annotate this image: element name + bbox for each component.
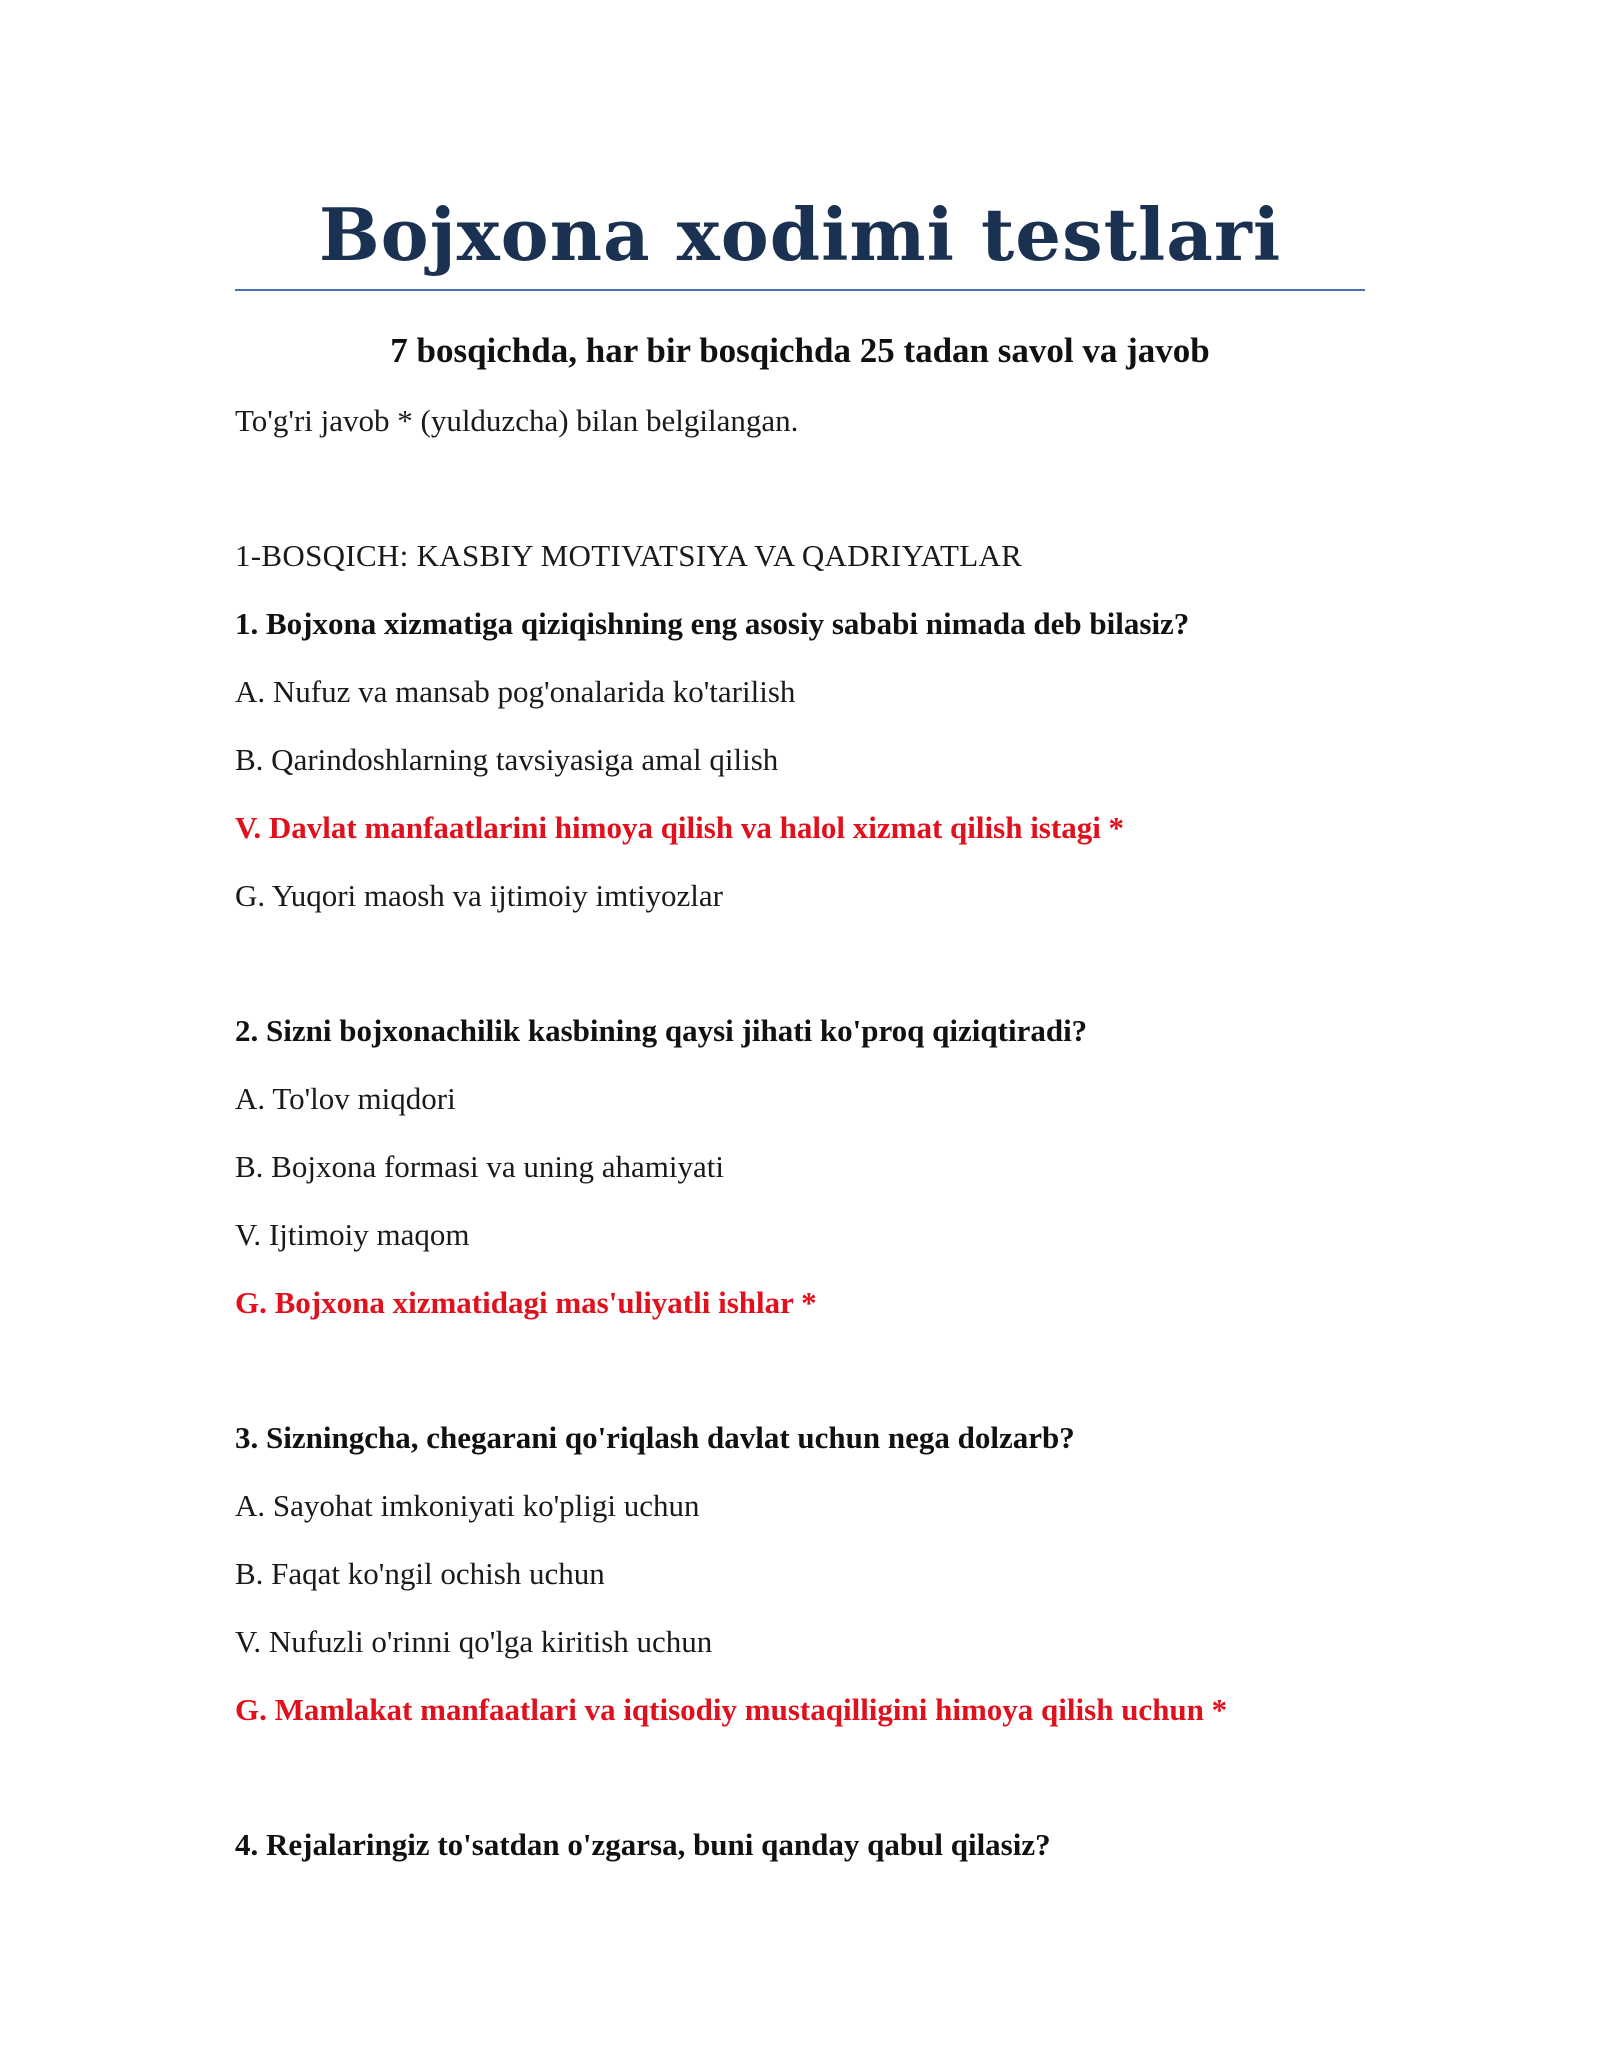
question-2-option-b: B. Bojxona formasi va uning ahamiyati [235,1149,725,1184]
question-3-option-b: B. Faqat ko'ngil ochish uchun [235,1556,605,1591]
question-1-option-g: G. Yuqori maosh va ijtimoiy imtiyozlar [235,878,723,913]
stage-heading: 1-BOSQICH: KASBIY MOTIVATSIYA VA QADRIYATLAR [235,538,1023,573]
document-subtitle: 7 bosqichda, har bir bosqichda 25 tadan savol va javob [390,331,1210,370]
question-1: 1. Bojxona xizmatiga qiziqishning eng asosiy sababi nimada deb bilasiz? [235,606,1190,641]
question-3-option-g-correct: G. Mamlakat manfaatlari va iqtisodiy mustaqilligini himoya qilish uchun * [235,1692,1228,1727]
question-1-option-a: A. Nufuz va mansab pog'onalarida ko'tarilish [235,674,796,709]
question-2: 2. Sizni bojxonachilik kasbining qaysi jihati ko'proq qiziqtiradi? [235,1013,1088,1048]
document-title: Bojxona xodimi testlari [318,192,1282,277]
question-3-option-a: A. Sayohat imkoniyati ko'pligi uchun [235,1488,700,1523]
question-3-option-v: V. Nufuzli o'rinni qo'lga kiritish uchun [235,1624,713,1659]
question-1-option-b: B. Qarindoshlarning tavsiyasiga amal qilish [235,742,779,777]
correct-answer-note: To'g'ri javob * (yulduzcha) bilan belgilangan. [235,403,799,438]
document-content [235,185,1365,1865]
question-2-option-g-correct: G. Bojxona xizmatidagi mas'uliyatli ishlar * [235,1285,817,1320]
question-1-option-v-correct: V. Davlat manfaatlarini himoya qilish va halol xizmat qilish istagi * [235,810,1125,845]
title-underline [235,289,1365,291]
question-3: 3. Sizningcha, chegarani qo'riqlash davlat uchun nega dolzarb? [235,1420,1075,1455]
question-2-option-v: V. Ijtimoiy maqom [235,1217,470,1252]
question-4: 4. Rejalaringiz to'satdan o'zgarsa, buni qanday qabul qilasiz? [235,1827,1051,1862]
question-2-option-a: A. To'lov miqdori [235,1081,456,1116]
